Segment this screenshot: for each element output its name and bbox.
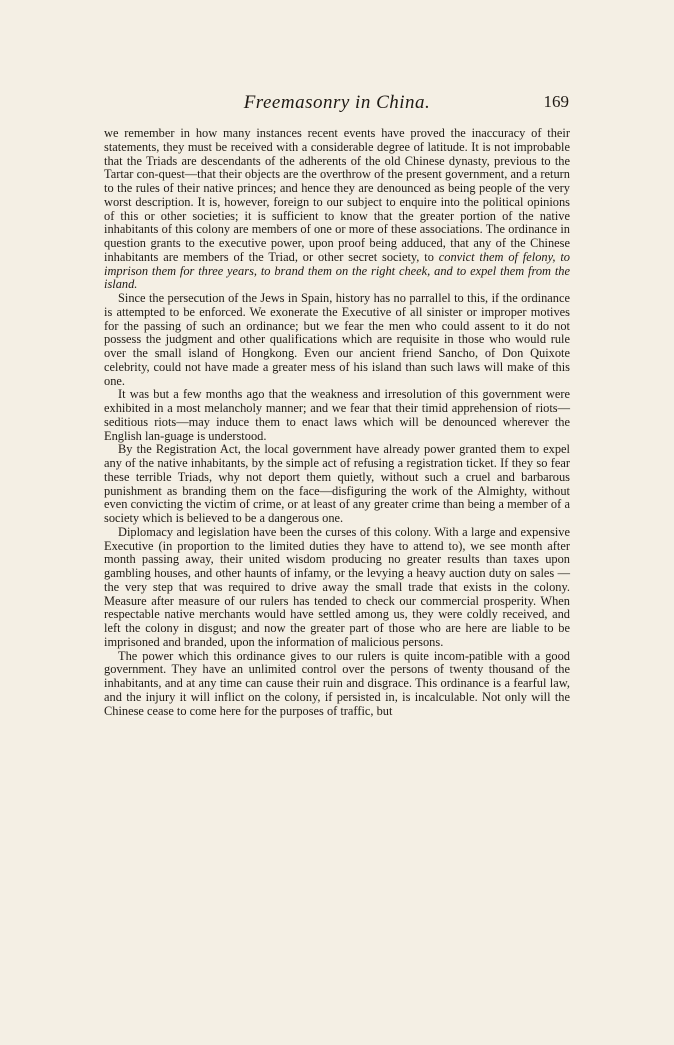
text-run: The power which this ordinance gives to our rulers is quite incom-patible with a good government. They have an unlimited control over the persons of twenty thousand of the inhabitants, and at any time can cause their ruin and disgrace. This ordinance is a fearful law, and the injury it will inflict on the colony, if persisted in, is incalculable. Not only will the Chinese cease to come here for the purposes of traffic, but (104, 648, 570, 718)
text-run: By the Registration Act, the local government have already power granted them to expel any of the native inhabitants, by the simple act of refusing a registration ticket. If they so fear these terrible Triads, why not deport them quietly, without such a cruel and barbarous punishment as branding them on the face—disfiguring the work of the Almighty, without even convicting the victim of crime, or at least of any greater crime than being a member of a society which is believed to be a dangerous one. (104, 442, 570, 525)
text-run: Diplomacy and legislation have been the curses of this colony. With a large and expensive Executive (in proportion to the limited duties they have to attend to), we see month after month passing away, their united wisdom producing no greater results than taxes upon gambling houses, and other haunts of infamy, or the levying a heavy auction duty on sales —the very step that was required to drive away the small trade that exists in the colony. Measure after measure of our rulers has tended to check our commercial prosperity. When respectable native merchants would have settled among us, they were coldly received, and left the colony in disgust; and now the greater part of those who are here are liable to be imprisoned and branded, upon the information of malicious persons. (104, 524, 570, 649)
text-run: Since the persecution of the Jews in Spain, history has no parrallel to this, if the ordinance is attempted to be enforced. We exonerate the Executive of all sinister or improper motives for the passing of such an ordinance; but we fear the men who could assent to it do not possess the judgment and other qualifications which are requisite in those who would rule over the small island of Hongkong. Even our ancient friend Sancho, of Don Quixote celebrity, could not have made a greater mess of his island than such laws will make of this one. (104, 291, 570, 388)
paragraph (104, 526, 570, 650)
text-run: we remember in how many instances recent events have proved the inaccuracy of their statements, they must be received with a considerable degree of latitude. It is not improbable that the Triads are descendants of the adherents of the old Chinese dynasty, previous to the Tartar con-quest—that their objects are the overthrow of the present government, and a return to the rules of their native princes; and hence they are denounced as being people of the very worst description. It is, however, foreign to our subject to enquire into the political opinions of this or other societies; it is sufficient to know that the greater portion of the native inhabitants of this colony are members of one or more of these associations. The ordinance in question grants to the executive power, upon proof being adduced, that any of the Chinese inhabitants are members of the Triad, or other secret society, to (104, 126, 570, 264)
page-number: 169 (543, 92, 569, 111)
body-text (104, 127, 570, 718)
paragraph (104, 650, 570, 719)
paragraph (104, 443, 570, 526)
text-run: It was but a few months ago that the weakness and irresolution of this government were exhibited in a most melancholy manner; and we fear that their timid apprehension of riots—seditious riots—may induce them to enact laws which will be denounced wherever the English lan-guage is understood. (104, 387, 570, 443)
italic-text-run: convict them of felony, to imprison them for three years, to brand them on the right cheek, and to expel them from the island. (104, 249, 570, 292)
page-header (0, 92, 674, 118)
paragraph-continued (104, 127, 570, 292)
paragraph (104, 388, 570, 443)
running-title: Freemasonry in China. (243, 92, 431, 113)
paragraph (104, 292, 570, 388)
